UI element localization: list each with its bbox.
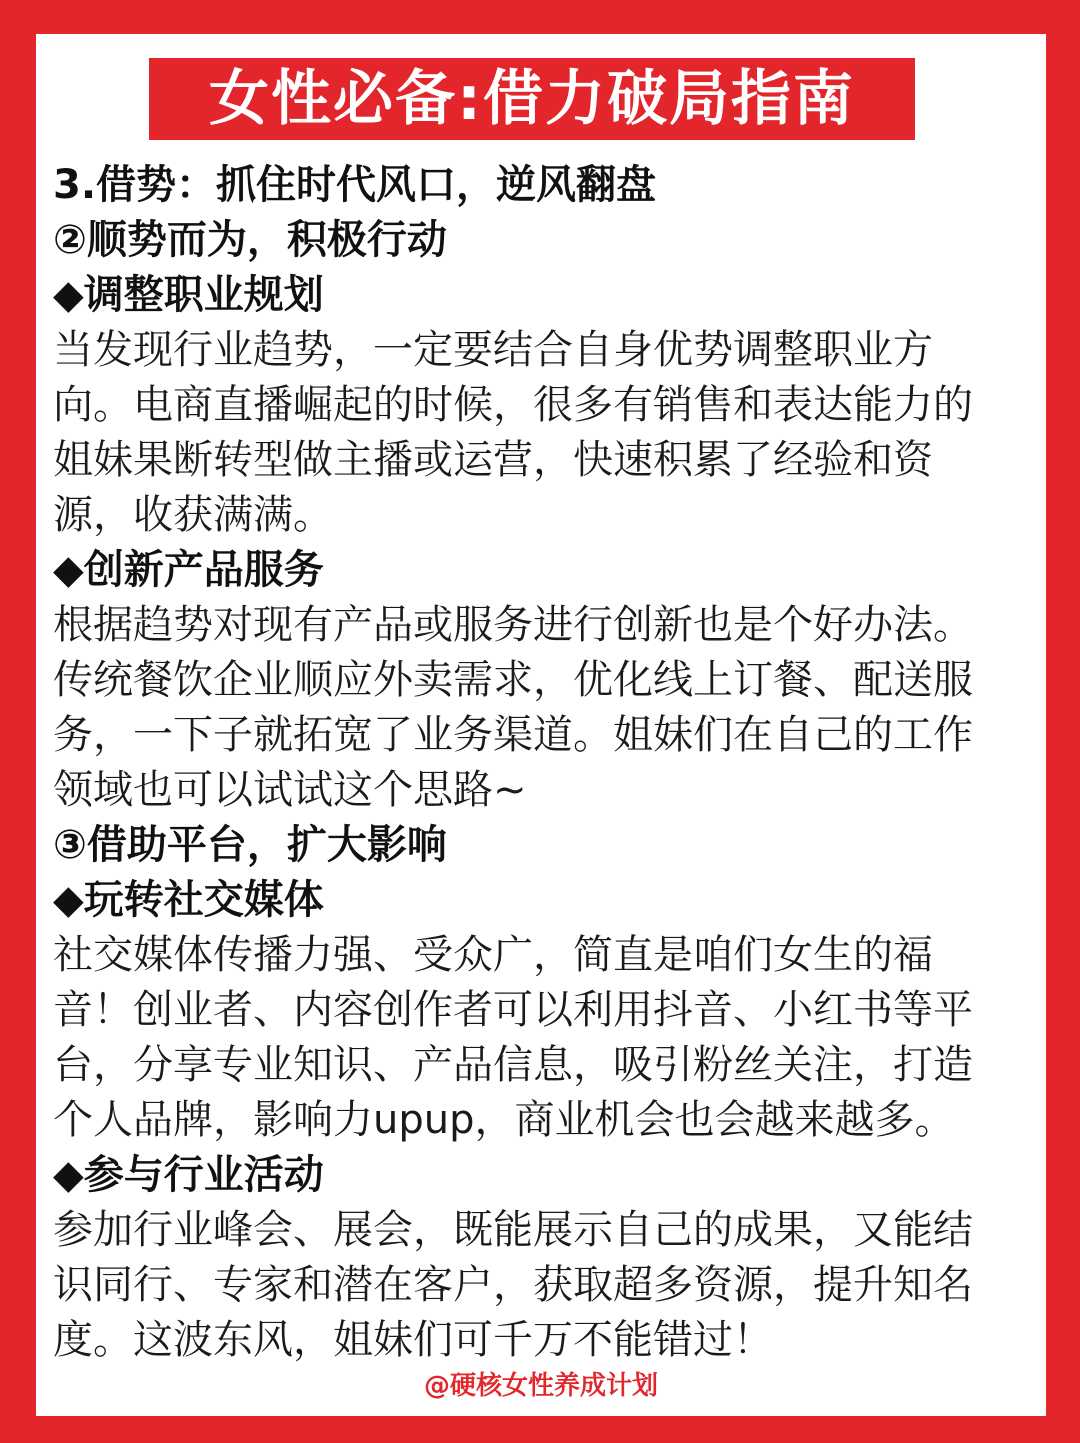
bullet-heading: ◆参与行业活动 xyxy=(53,1152,324,1198)
paragraph-line: 当发现行业趋势，一定要结合自身优势调整职业方 xyxy=(53,327,933,373)
paragraph-line: 识同行、专家和潜在客户，获取超多资源，提升知名 xyxy=(53,1262,973,1308)
subsection-heading: ②顺势而为，积极行动 xyxy=(53,217,447,263)
paragraph-line: 台，分享专业知识、产品信息，吸引粉丝关注，打造 xyxy=(53,1042,973,1088)
bullet-heading: ◆玩转社交媒体 xyxy=(53,877,324,923)
section-heading: 3.借势：抓住时代风口，逆风翻盘 xyxy=(53,162,657,208)
paragraph-line: 姐妹果断转型做主播或运营，快速积累了经验和资 xyxy=(53,437,933,483)
paragraph-line: 向。电商直播崛起的时候，很多有销售和表达能力的 xyxy=(53,382,973,428)
content-card xyxy=(36,34,1046,1416)
page-title: 女性必备:借力破局指南 xyxy=(149,58,915,140)
paragraph-line: 度。这波东风，姐妹们可千万不能错过！ xyxy=(53,1317,773,1363)
bullet-heading: ◆调整职业规划 xyxy=(53,272,324,318)
paragraph-line: 社交媒体传播力强、受众广，简直是咱们女生的福 xyxy=(53,932,933,978)
paragraph-line: 领域也可以试试这个思路~ xyxy=(53,767,527,813)
paragraph-line: 个人品牌，影响力upup，商业机会也会越来越多。 xyxy=(53,1097,955,1143)
paragraph-line: 根据趋势对现有产品或服务进行创新也是个好办法。 xyxy=(53,602,973,648)
paragraph-line: 传统餐饮企业顺应外卖需求，优化线上订餐、配送服 xyxy=(53,657,973,703)
article-body xyxy=(53,158,1038,1368)
paragraph-line: 音！创业者、内容创作者可以利用抖音、小红书等平 xyxy=(53,987,973,1033)
paragraph-line: 源，收获满满。 xyxy=(53,492,333,538)
bullet-heading: ◆创新产品服务 xyxy=(53,547,324,593)
author-watermark: @硬核女性养成计划 xyxy=(423,1371,658,1401)
paragraph-line: 参加行业峰会、展会，既能展示自己的成果，又能结 xyxy=(53,1207,973,1253)
subsection-heading: ③借助平台，扩大影响 xyxy=(53,822,447,868)
paragraph-line: 务，一下子就拓宽了业务渠道。姐妹们在自己的工作 xyxy=(53,712,973,758)
